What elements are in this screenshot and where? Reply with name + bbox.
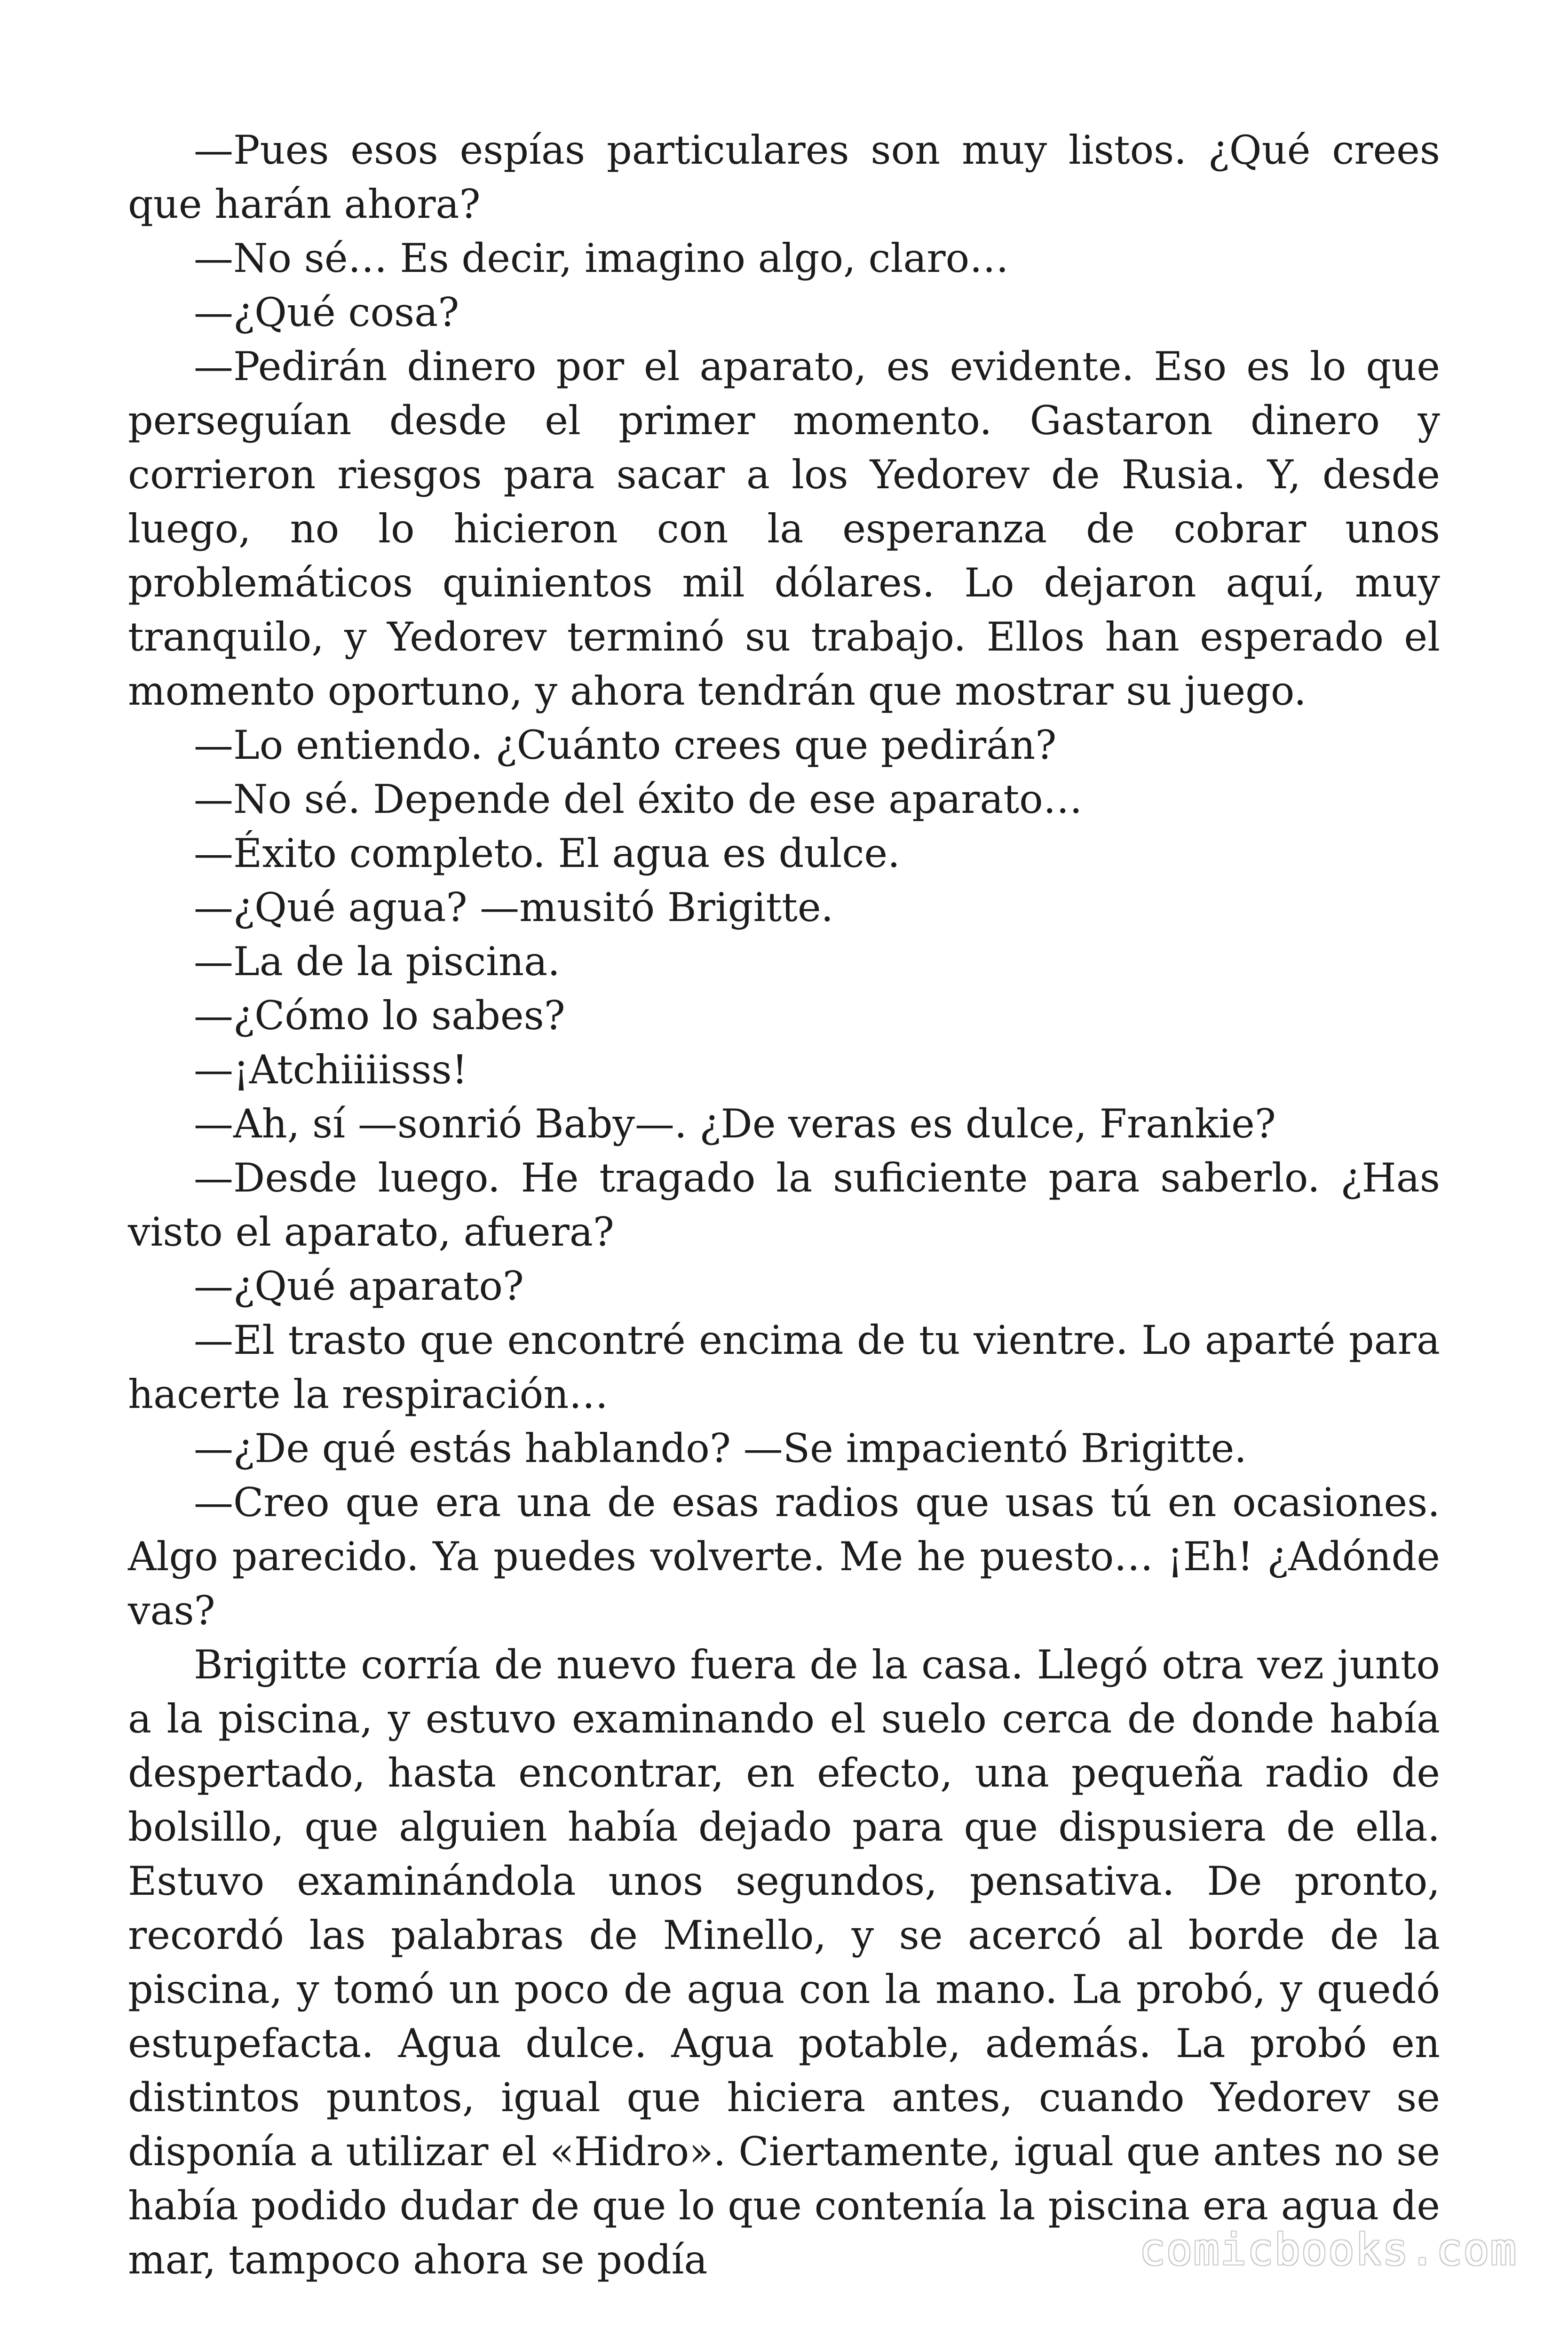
paragraph: —Creo que era una de esas radios que usas tú en ocasiones. Algo parecido. Ya puedes volverte. Me he puesto… ¡Eh! ¿Adónde vas? <box>128 1479 1440 1634</box>
paragraph: —Pedirán dinero por el aparato, es evidente. Eso es lo que perseguían desde el primer momento. Gastaron dinero y corrieron riesgos para sacar a los Yedorev de Rusia. Y, desde luego, no lo hicieron con la esperanza de cobrar unos problemáticos quinientos mil dólares. Lo dejaron aquí, muy tranquilo, y Yedorev terminó su trabajo. Ellos han esperado el momento oportuno, y ahora tendrán que mostrar su juego. <box>128 343 1440 714</box>
paragraph: —¿Qué cosa? <box>194 289 459 335</box>
paragraph: —¡Atchiiiisss! <box>194 1047 468 1093</box>
paragraph: Brigitte corría de nuevo fuera de la casa. Llegó otra vez junto a la piscina, y estuvo examinando el suelo cerca de donde había despertado, hasta encontrar, en efecto, una pequeña radio de bolsillo, que alguien había dejado para que dispusiera de ella. Estuvo examinándola unos segundos, pensativa. De pronto, recordó las palabras de Minello, y se acercó al borde de la piscina, y tomó un poco de agua con la mano. La probó, y quedó estupefacta. Agua dulce. Agua potable, además. La probó en distintos puntos, igual que hiciera antes, cuando Yedorev se disponía a utilizar el «Hidro». Ciertamente, igual que antes no se había podido dudar de que lo que contenía la piscina era agua de mar, tampoco ahora se podía <box>128 1642 1440 2283</box>
paragraph: —¿Qué agua? —musitó Brigitte. <box>194 884 834 930</box>
watermark: comicbooks.com <box>1139 2225 1517 2275</box>
paragraph: —¿Qué aparato? <box>194 1263 524 1309</box>
body-text <box>128 123 1440 2287</box>
paragraph: —Lo entiendo. ¿Cuánto crees que pedirán? <box>194 722 1057 768</box>
paragraph: —No sé… Es decir, imagino algo, claro… <box>194 235 1009 281</box>
paragraph: —No sé. Depende del éxito de ese aparato… <box>194 776 1083 822</box>
paragraph: —Ah, sí —sonrió Baby—. ¿De veras es dulce, Frankie? <box>194 1101 1276 1147</box>
paragraph: —Pues esos espías particulares son muy listos. ¿Qué crees que harán ahora? <box>128 127 1440 227</box>
paragraph: —¿De qué estás hablando? —Se impacientó Brigitte. <box>194 1425 1247 1471</box>
paragraph: —Desde luego. He tragado la suficiente para saberlo. ¿Has visto el aparato, afuera? <box>128 1155 1440 1255</box>
paragraph: —El trasto que encontré encima de tu vientre. Lo aparté para hacerte la respiración… <box>128 1317 1440 1417</box>
paragraph: —Éxito completo. El agua es dulce. <box>194 830 900 876</box>
paragraph: —¿Cómo lo sabes? <box>194 993 565 1039</box>
paragraph: —La de la piscina. <box>194 938 560 985</box>
